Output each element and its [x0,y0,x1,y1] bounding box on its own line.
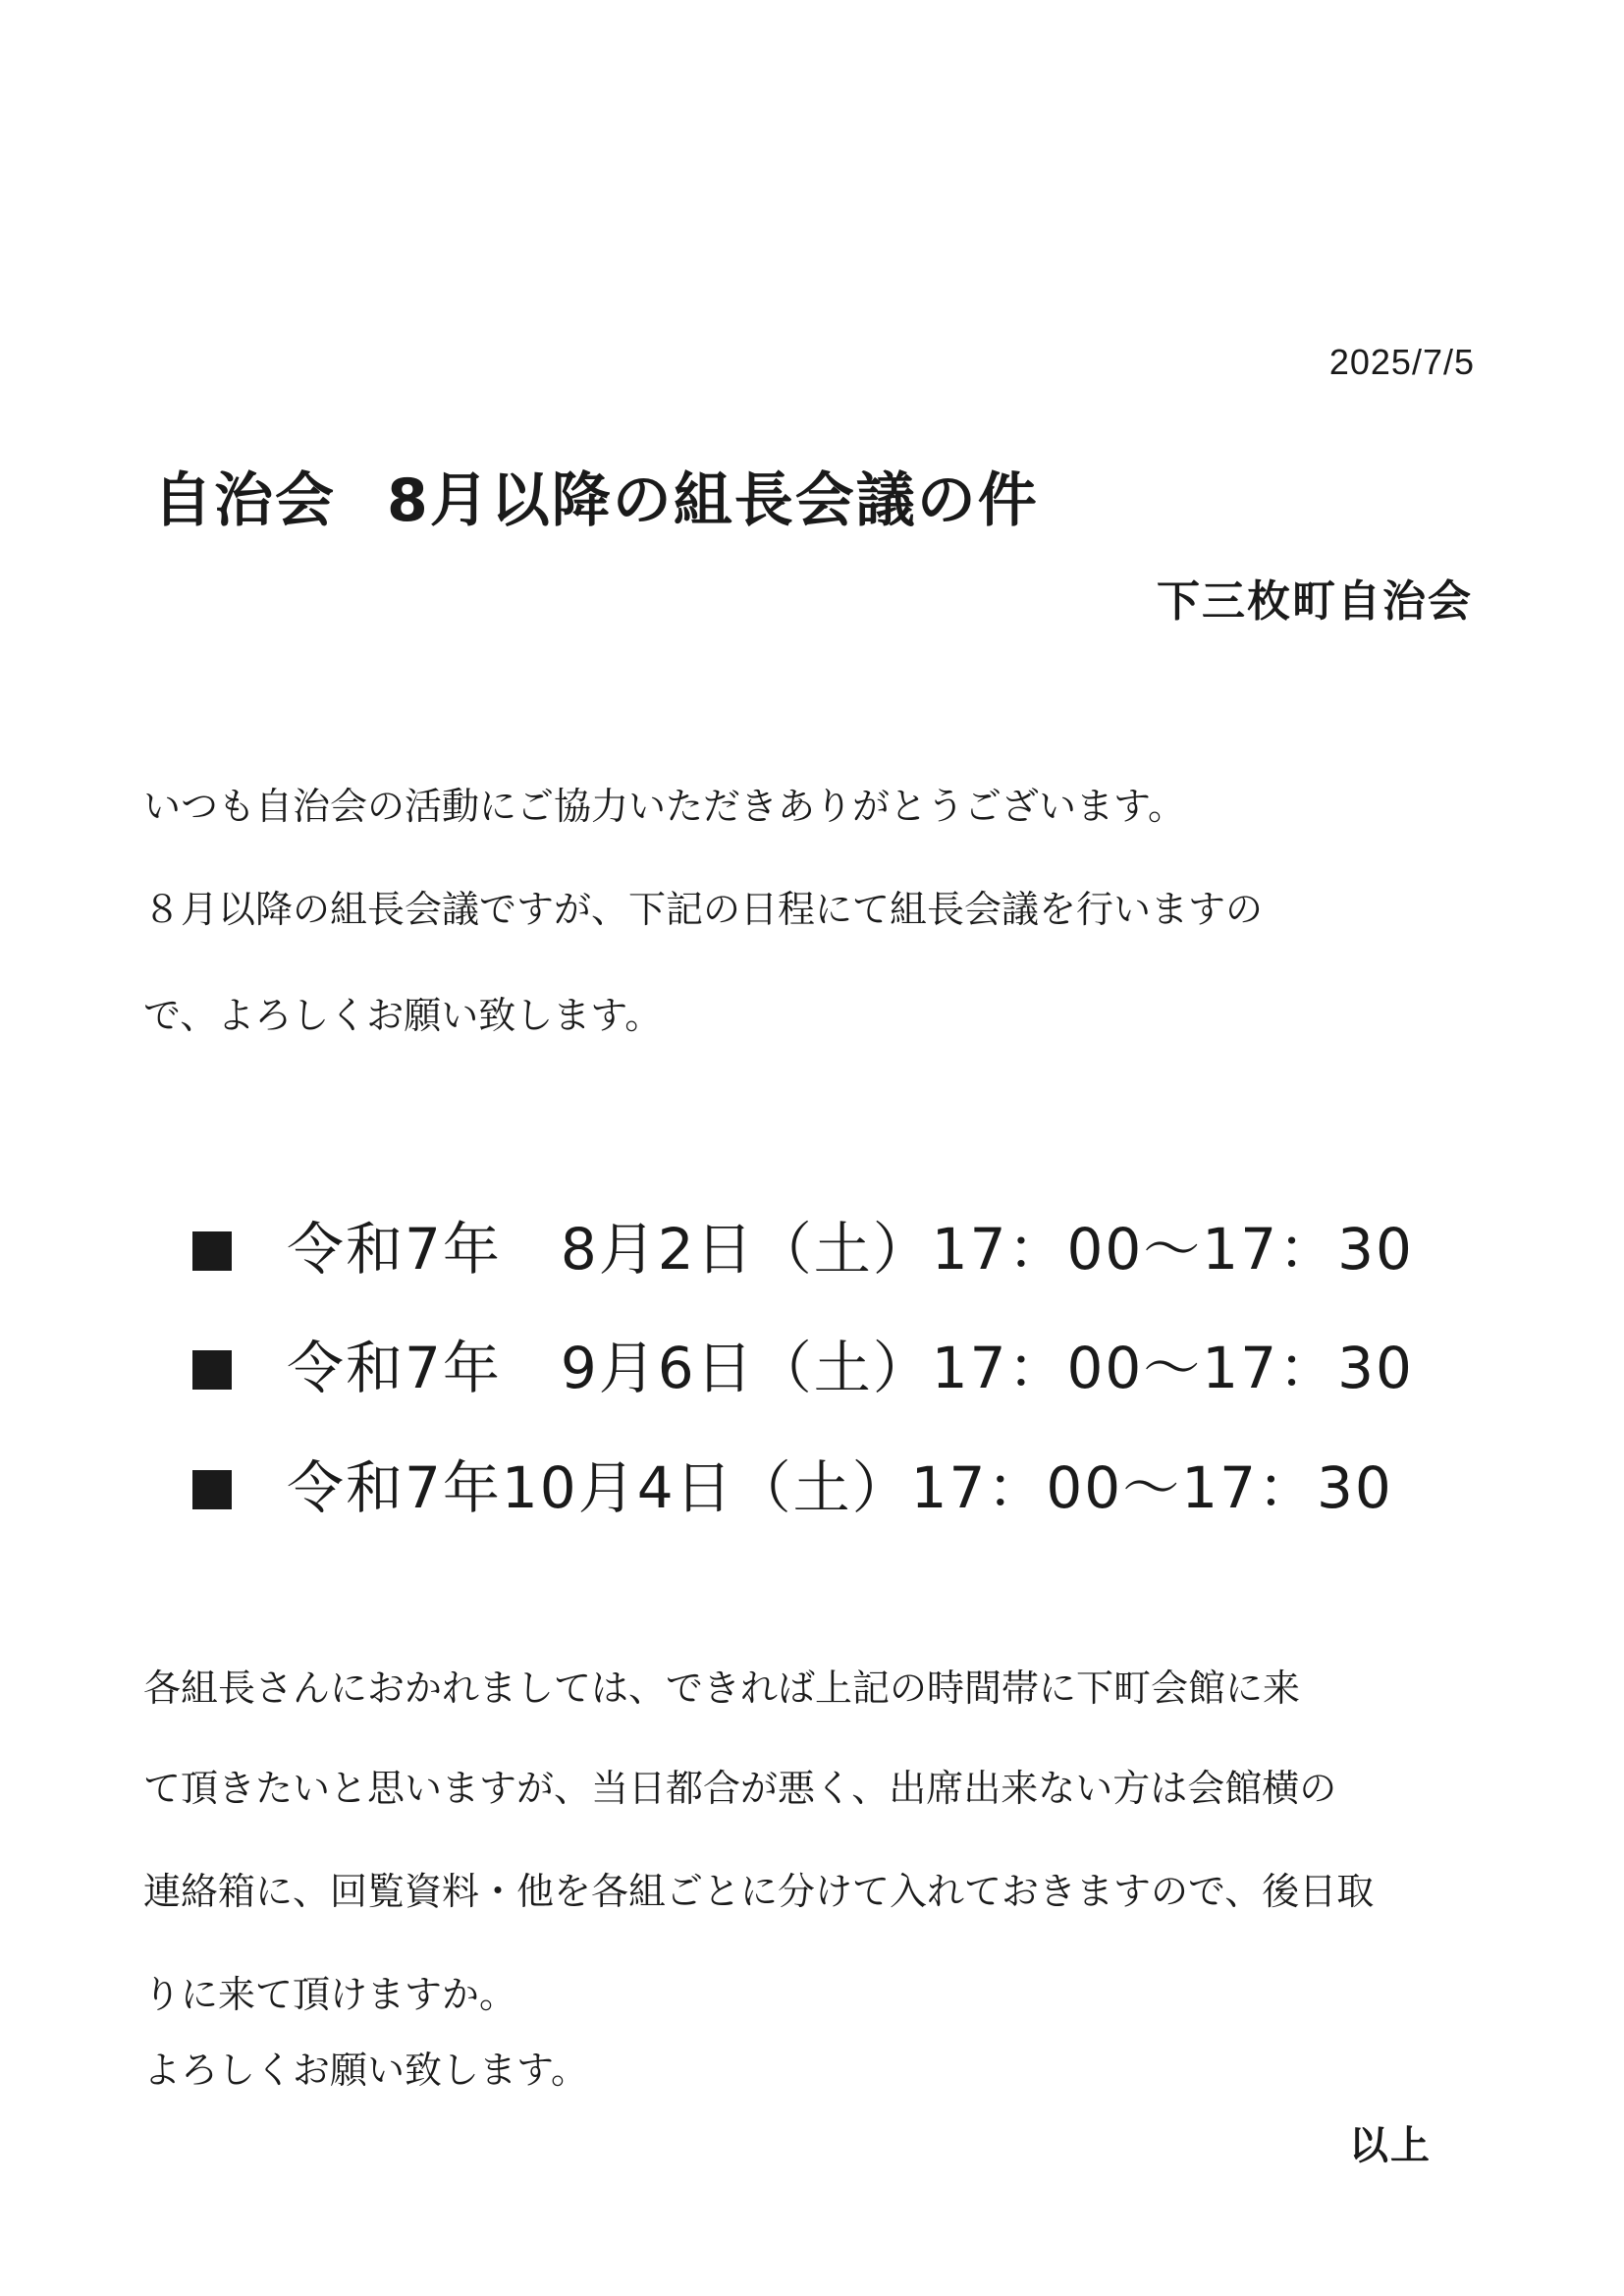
schedule-item [192,1203,1414,1285]
document-date: 2025/7/5 [1328,342,1475,382]
schedule-item-text: 令和7年 9月6日（土）17：00～17：30 [287,1335,1414,1401]
closing-text: 以上 [1349,2123,1432,2168]
body-line-1: 各組長さんにおかれましては、できれば上記の時間帯に下町会館に来 [143,1667,1301,1710]
greeting-text: いつも自治会の活動にご協力いただきありがとうございます。 [143,785,1185,828]
schedule-item-text: 令和7年10月4日（土）17：00～17：30 [287,1454,1393,1521]
intro-line-1: ８月以降の組長会議ですが、下記の日程にて組長会議を行いますの [143,888,1264,931]
document-title [153,454,1039,538]
body-line-4: りに来て頂けますか。 [143,1973,517,2016]
square-bullet-icon [192,1470,232,1509]
title-part-2: 8月以降の組長会議の件 [387,466,1039,535]
body-line-3: 連絡箱に、回覧資料・他を各組ごとに分けて入れておきますので、後日取 [143,1870,1375,1913]
square-bullet-icon [192,1231,232,1271]
schedule-item-text: 令和7年 8月2日（土）17：00～17：30 [287,1216,1414,1283]
schedule-item [192,1442,1393,1524]
body-line-2: て頂きたいと思いますが、当日都合が悪く、出席出来ない方は会館横の [143,1767,1337,1810]
intro-line-2: で、よろしくお願い致します。 [143,994,663,1037]
organization-name: 下三枚町自治会 [1157,576,1473,627]
title-part-1: 自治会 [153,466,336,535]
schedule-item [192,1322,1414,1404]
body-line-5: よろしくお願い致します。 [143,2049,588,2092]
square-bullet-icon [192,1350,232,1390]
